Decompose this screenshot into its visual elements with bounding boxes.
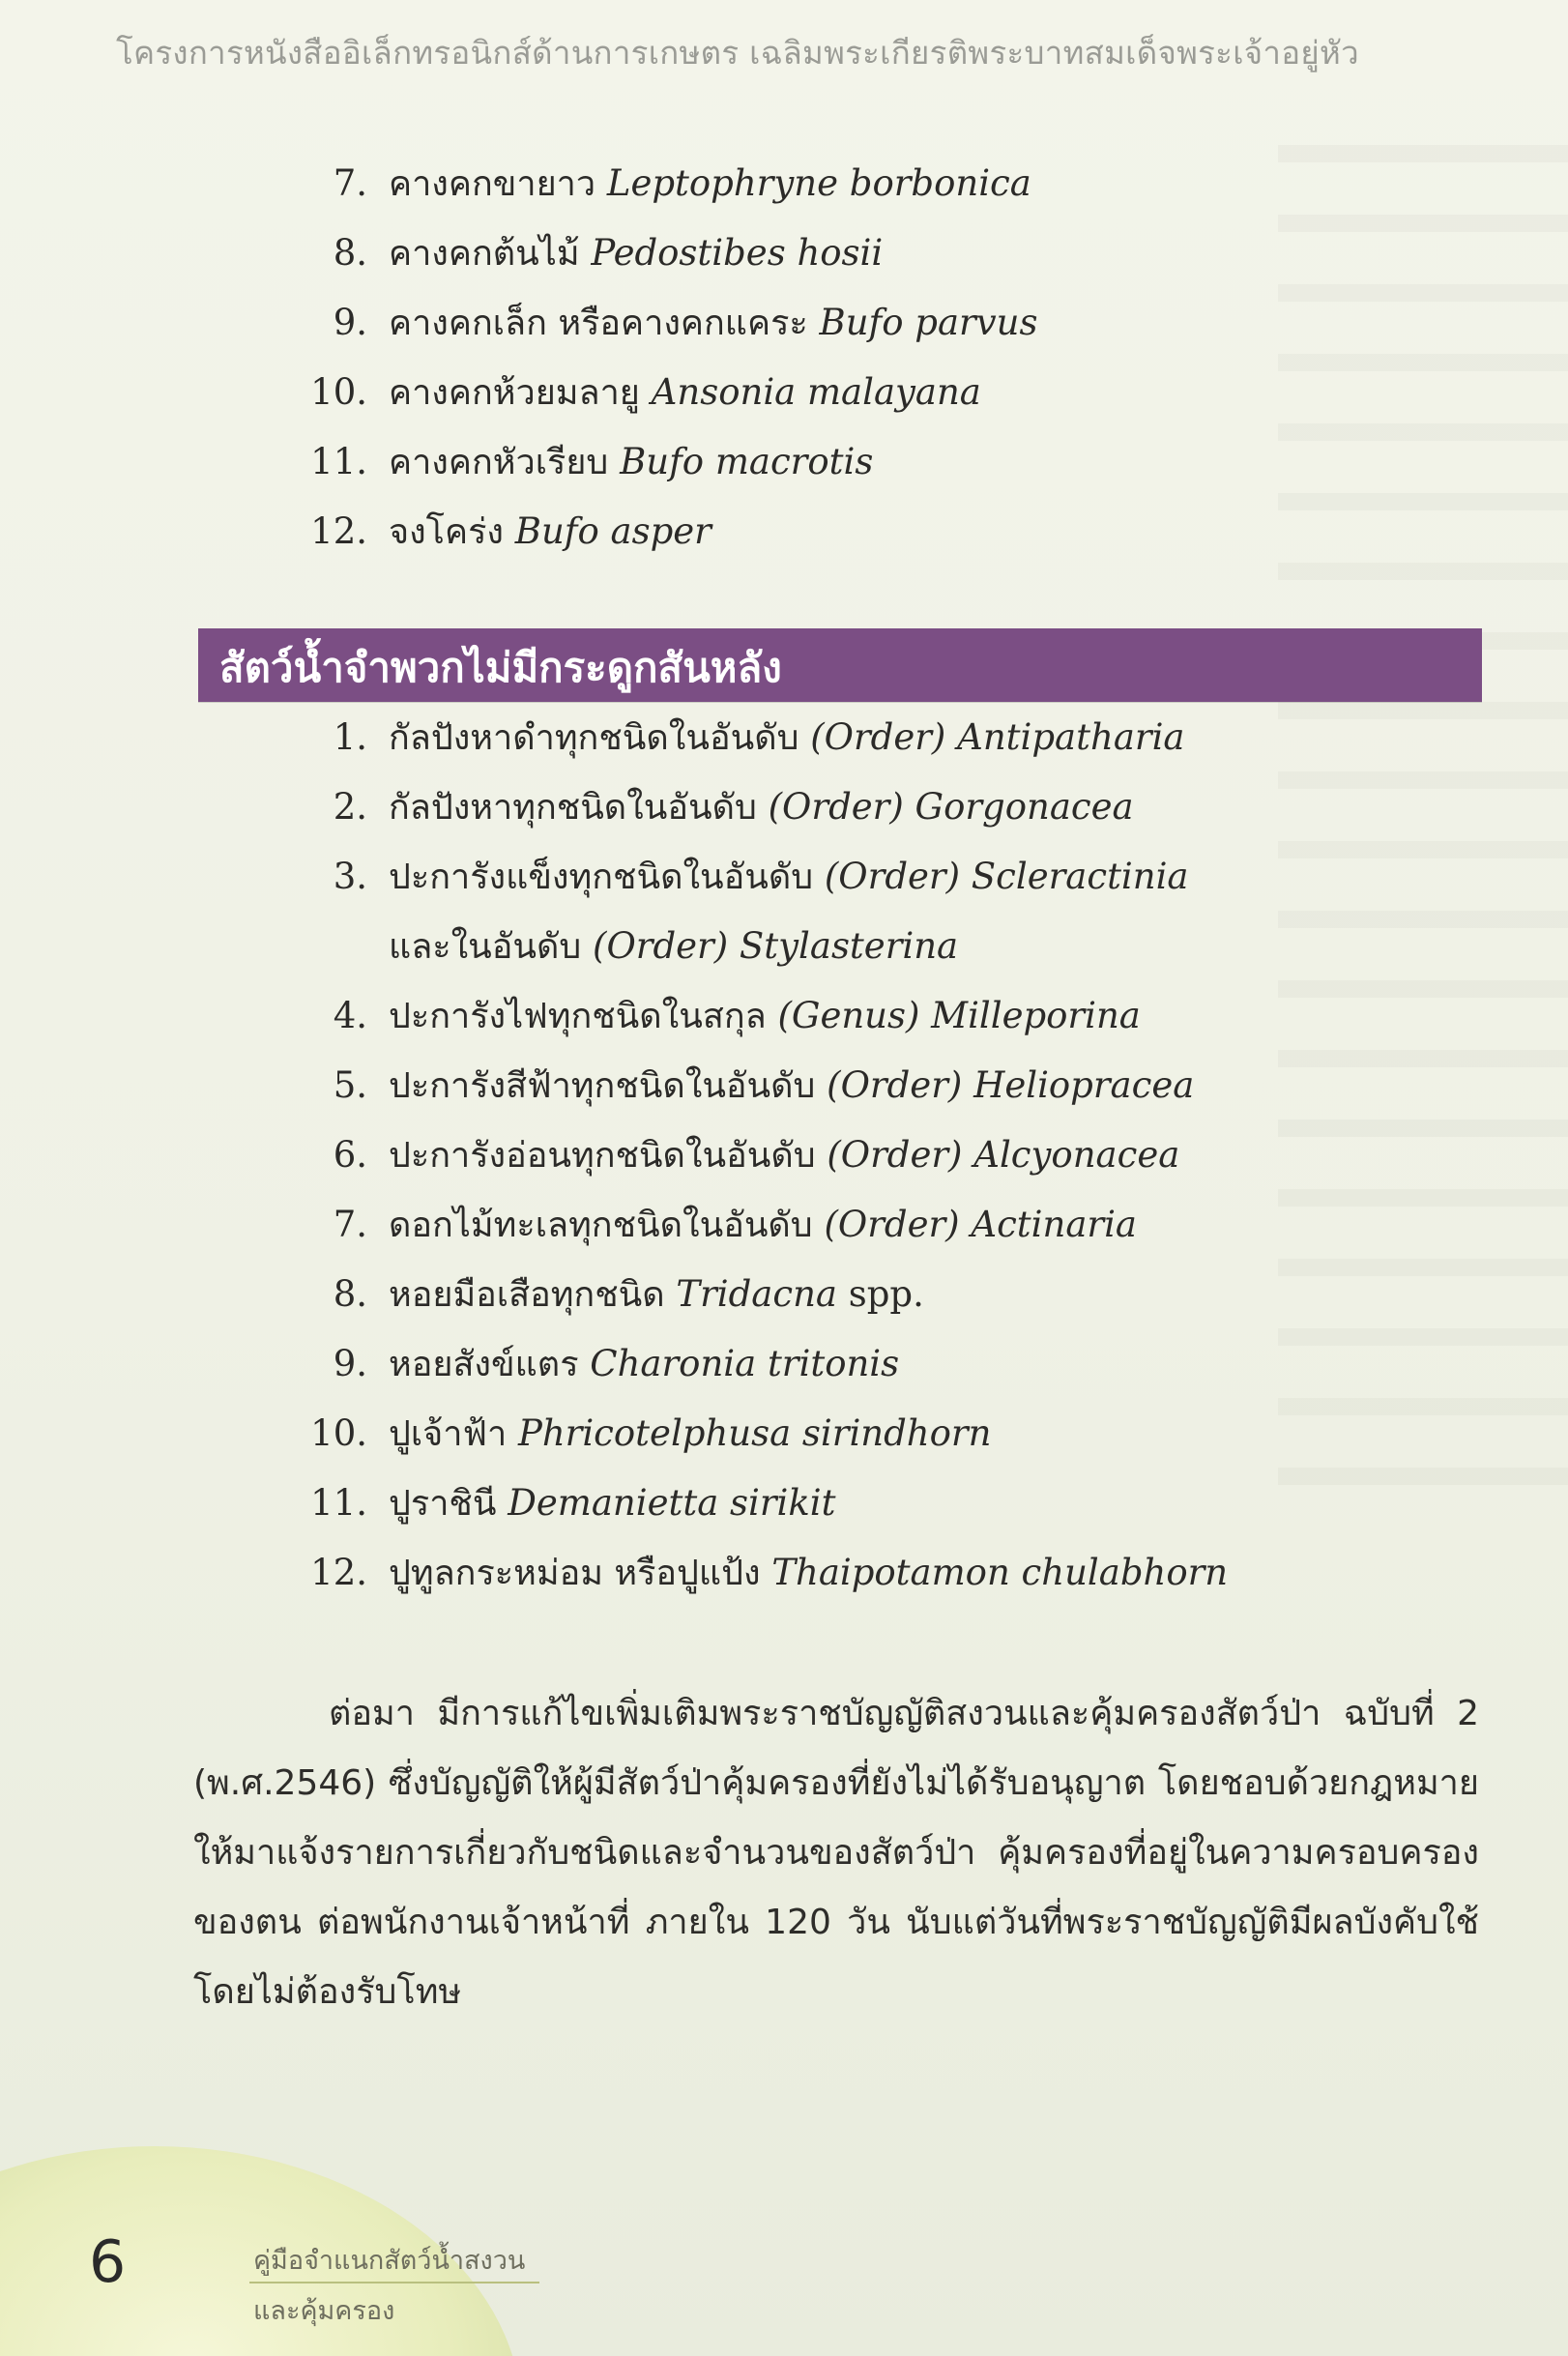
list-item (0, 433, 1450, 491)
thai-name: ปูทูลกระหม่อม หรือปูแป้ง (389, 1554, 761, 1593)
item-number: 8. (333, 1273, 367, 1315)
scientific-name: Bufo macrotis (620, 441, 874, 482)
species-suffix: spp. (848, 1273, 924, 1315)
list-item (0, 709, 1450, 767)
thai-name: คางคกต้นไม้ (389, 234, 580, 274)
list-item (0, 1265, 1450, 1323)
scientific-name: Thaipotamon chulabhorn (771, 1552, 1229, 1593)
scientific-name: Bufo asper (514, 510, 711, 552)
thai-name: คางคกหัวเรียบ (389, 443, 609, 482)
scientific-name: Phricotelphusa sirindhorn (517, 1412, 992, 1454)
scientific-name: Demanietta sirikit (508, 1482, 836, 1524)
footer-book-subtitle: และคุ้มครอง (253, 2296, 395, 2326)
list-item (0, 294, 1450, 352)
item-number: 1. (333, 716, 367, 758)
list-item (0, 155, 1450, 213)
thai-name: หอยมือเสือทุกชนิด (389, 1275, 665, 1315)
item-number: 10. (310, 1412, 367, 1454)
scientific-name: (Order) Actinaria (824, 1204, 1137, 1245)
thai-name: คางคกห้วยมลายู (389, 373, 640, 413)
body-paragraph (193, 1679, 1479, 2027)
item-number: 9. (333, 1343, 367, 1384)
item-number: 7. (333, 162, 367, 204)
thai-name: หอยสังข์แตร (389, 1345, 579, 1384)
scientific-name: Charonia tritonis (590, 1343, 900, 1384)
item-number: 10. (310, 371, 367, 413)
thai-name: คางคกขายาว (389, 164, 596, 204)
thai-name: จงโคร่ง (389, 512, 505, 552)
item-number: 9. (333, 302, 367, 343)
list-item (0, 503, 1450, 561)
item-number: 11. (310, 1482, 367, 1524)
section-heading-bar (198, 628, 1482, 702)
scientific-name: (Order) Antipatharia (810, 716, 1185, 758)
project-header: โครงการหนังสืออิเล็กทรอนิกส์ด้านการเกษตร เฉลิมพระเกียรติพระบาทสมเด็จพระเจ้าอยู่หัว (116, 34, 1359, 72)
thai-name: ปะการังสีฟ้าทุกชนิดในอันดับ (389, 1066, 816, 1106)
thai-name: ปูเจ้าฟ้า (389, 1414, 508, 1454)
list-item (0, 1196, 1450, 1254)
thai-name: ปะการังไฟทุกชนิดในสกุล (389, 997, 767, 1036)
scientific-name: (Genus) Milleporina (777, 995, 1141, 1036)
list-item (0, 1544, 1450, 1602)
scientific-name: Bufo parvus (819, 302, 1038, 343)
list-item (0, 848, 1450, 906)
footer-book-title: คู่มือจำแนกสัตว์น้ำสงวน (253, 2246, 526, 2276)
item-number: 11. (310, 441, 367, 482)
paragraph-text: ต่อมา มีการแก้ไขเพิ่มเติมพระราชบัญญัติสงวนและคุ้มครองสัตว์ป่า ฉบับที่ 2 (พ.ศ.2546) ซึ่งบัญญัติให้ผู้มีสัตว์ป่าคุ้มครองที่ยังไม่ได้รับอนุญาต โดยชอบด้วยกฎหมายให้มาแจ้งรายการเกี่ยวกับชนิดและจำนวนของสัตว์ป่า คุ้มครองที่อยู่ในความครอบครองของตน ต่อพนักงานเจ้าหน้าที่ ภายใน 120 วัน นับแต่วันที่พระราชบัญญัติมีผลบังคับใช้ โดยไม่ต้องรับโทษ (193, 1694, 1479, 2012)
item-number: 6. (333, 1134, 367, 1176)
list-item-continuation (0, 917, 1450, 975)
scientific-name: Leptophryne borbonica (606, 162, 1031, 204)
list-item (0, 1474, 1450, 1532)
list-item (0, 1335, 1450, 1393)
scientific-name: (Order) Alcyonacea (827, 1134, 1180, 1176)
item-number: 5. (333, 1064, 367, 1106)
item-number: 2. (333, 786, 367, 828)
thai-name: คางคกเล็ก หรือคางคกแคระ (389, 304, 808, 343)
item-number: 12. (310, 510, 367, 552)
list-item (0, 1057, 1450, 1115)
list-item (0, 1126, 1450, 1184)
item-number: 4. (333, 995, 367, 1036)
scientific-name: (Order) Stylasterina (593, 925, 959, 967)
item-number: 12. (310, 1552, 367, 1593)
list-item (0, 364, 1450, 422)
list-item (0, 987, 1450, 1045)
list-item (0, 1405, 1450, 1463)
page-number: 6 (89, 2228, 127, 2296)
thai-name: ปูราชินี (389, 1484, 497, 1524)
thai-name: และในอันดับ (389, 927, 582, 967)
scientific-name: Tridacna (676, 1273, 837, 1315)
thai-name: ปะการังอ่อนทุกชนิดในอันดับ (389, 1136, 816, 1176)
scientific-name: Pedostibes hosii (591, 232, 884, 274)
item-number: 7. (333, 1204, 367, 1245)
footer-divider (249, 2282, 539, 2283)
item-number: 3. (333, 856, 367, 897)
scientific-name: (Order) Heliopracea (827, 1064, 1195, 1106)
thai-name: ดอกไม้ทะเลทุกชนิดในอันดับ (389, 1206, 813, 1245)
list-item (0, 778, 1450, 836)
scientific-name: Ansonia malayana (651, 371, 981, 413)
list-item (0, 224, 1450, 282)
section-title: สัตว์น้ำจำพวกไม่มีกระดูกสันหลัง (219, 644, 782, 691)
scientific-name: (Order) Gorgonacea (768, 786, 1134, 828)
thai-name: ปะการังแข็งทุกชนิดในอันดับ (389, 858, 814, 897)
item-number: 8. (333, 232, 367, 274)
thai-name: กัลปังหาทุกชนิดในอันดับ (389, 788, 757, 828)
scientific-name: (Order) Scleractinia (824, 856, 1189, 897)
thai-name: กัลปังหาดำทุกชนิดในอันดับ (389, 718, 799, 758)
